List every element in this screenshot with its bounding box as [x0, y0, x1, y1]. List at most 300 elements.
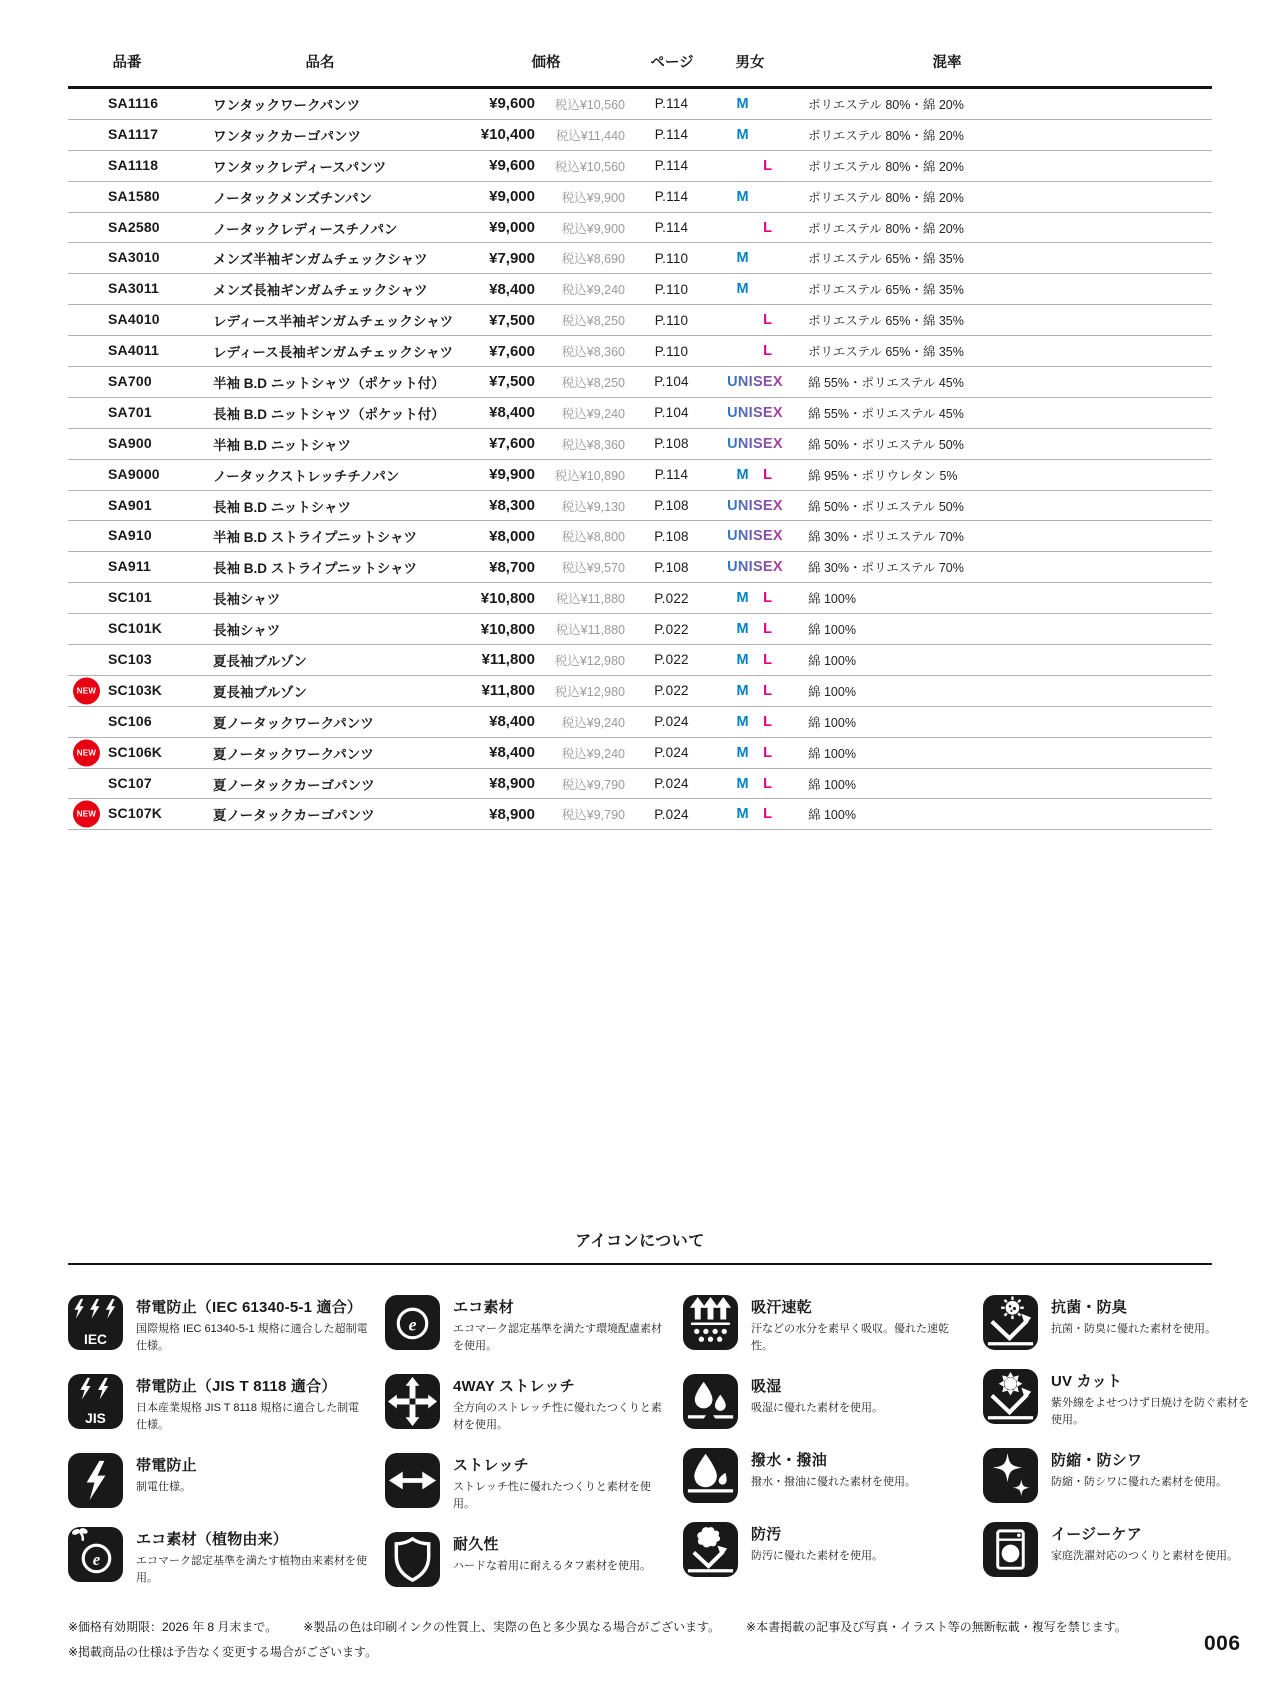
legend-divider: [68, 1263, 1212, 1265]
page-ref: P.022: [654, 621, 689, 637]
code-cell: [68, 805, 213, 823]
legend-item-label: 防縮・防シワ: [1051, 1452, 1143, 1470]
gender-cell: [718, 498, 802, 514]
code-cell: [68, 311, 213, 329]
price: ¥9,000: [489, 219, 535, 236]
legend-item-description: ハードな着用に耐えるタフ素材を使用。: [453, 1560, 651, 1573]
legend-item-text: [751, 1374, 983, 1417]
gender-l: L: [763, 806, 772, 823]
icon-legend-column: [385, 1295, 683, 1606]
product-name: メンズ半袖ギンガムチェックシャツ: [213, 252, 428, 268]
product-name: ノータックレディースチノパン: [213, 221, 398, 237]
blend: ポリエステル 65%・綿 35%: [808, 345, 964, 360]
blend: ポリエステル 80%・綿 20%: [808, 159, 964, 174]
gender-cell: [718, 312, 802, 328]
gender-cell: [718, 343, 802, 359]
water-oil-repellent-icon: [683, 1448, 738, 1503]
gender-cell: [718, 96, 802, 112]
gender-unisex: UNISEX: [727, 497, 783, 514]
page-ref: P.104: [654, 405, 689, 421]
blend: 綿 95%・ポリウレタン 5%: [808, 468, 958, 483]
stretch-4way-icon: [385, 1374, 440, 1429]
product-name: 長袖 B.D ニットシャツ: [213, 499, 351, 515]
legend-item: [683, 1295, 983, 1355]
product-code: SA900: [108, 434, 152, 451]
blend: 綿 100%: [808, 684, 856, 699]
code-cell: [68, 589, 213, 607]
gender-m: M: [736, 713, 749, 730]
gender-l: L: [763, 713, 772, 730]
tax-price: 税込¥9,240: [561, 406, 625, 421]
page-ref: P.114: [654, 467, 689, 483]
gender-cell: [718, 528, 802, 544]
gender-l: L: [763, 343, 772, 360]
page-ref: P.108: [654, 559, 689, 575]
price: ¥11,800: [481, 682, 535, 700]
legend-item-text: [751, 1448, 983, 1491]
page-ref: P.110: [654, 281, 689, 297]
tax-price: 税込¥10,560: [554, 159, 625, 174]
price: ¥8,900: [489, 805, 535, 823]
price: ¥10,400: [480, 126, 535, 144]
product-name: 半袖 B.D ニットシャツ: [213, 437, 351, 453]
page-ref: P.022: [654, 652, 689, 668]
legend-item: [385, 1295, 683, 1355]
header-page: ページ: [650, 55, 694, 71]
gender-m: M: [736, 744, 749, 761]
code-cell: [68, 527, 213, 545]
code-cell: [68, 342, 213, 360]
product-name: 長袖シャツ: [213, 623, 281, 639]
price: ¥8,700: [489, 558, 535, 576]
table-row: [68, 336, 1212, 367]
legend-item-text: [453, 1374, 683, 1434]
product-code: SA3010: [108, 249, 160, 266]
legend-item-description: 汗などの水分を素早く吸収。優れた速乾性。: [751, 1323, 949, 1353]
gender-l: L: [763, 682, 772, 699]
legend-item-label: 吸湿: [751, 1378, 782, 1396]
gender-cell: [718, 714, 802, 730]
page-ref: P.114: [654, 189, 689, 205]
tax-price: 税込¥10,890: [554, 468, 625, 483]
product-name: 長袖シャツ: [213, 592, 281, 608]
blend: ポリエステル 65%・綿 35%: [808, 283, 964, 298]
code-cell: [68, 744, 213, 762]
blend: 綿 50%・ポリエステル 50%: [808, 499, 964, 514]
gender-l: L: [763, 219, 772, 236]
blend: ポリエステル 80%・綿 20%: [808, 190, 964, 205]
blend: ポリエステル 80%・綿 20%: [808, 97, 964, 112]
svg-text:JIS: JIS: [85, 1411, 106, 1427]
product-table-body: [68, 89, 1212, 830]
product-name: メンズ長袖ギンガムチェックシャツ: [213, 283, 428, 299]
blend: 綿 55%・ポリエステル 45%: [808, 375, 964, 390]
legend-item-text: [136, 1374, 385, 1434]
antistatic-jis-icon: [68, 1374, 123, 1429]
shrink-wrinkle-resistant-icon: [983, 1448, 1038, 1503]
code-cell: [68, 404, 213, 422]
price: ¥8,300: [489, 497, 535, 515]
code-cell: [68, 157, 213, 175]
legend-item: [683, 1522, 983, 1577]
table-row: [68, 491, 1212, 522]
product-code: SC103K: [108, 681, 163, 698]
legend-item: [683, 1448, 983, 1503]
blend: 綿 50%・ポリエステル 50%: [808, 437, 964, 452]
code-cell: [68, 188, 213, 206]
gender-cell: [718, 652, 802, 668]
code-cell: [68, 435, 213, 453]
legend-item: [983, 1295, 1251, 1350]
legend-item: [68, 1453, 385, 1508]
gender-l: L: [763, 466, 772, 483]
gender-unisex: UNISEX: [727, 528, 783, 545]
easy-care-icon: [983, 1522, 1038, 1577]
legend-item: [385, 1374, 683, 1434]
code-cell: [68, 651, 213, 669]
gender-m: M: [736, 806, 749, 823]
legend-item-text: [1051, 1295, 1251, 1338]
moisture-wicking-icon: [683, 1295, 738, 1350]
page-ref: P.110: [654, 312, 689, 328]
blend: ポリエステル 65%・綿 35%: [808, 252, 964, 267]
page-ref: P.108: [654, 528, 689, 544]
header-price: 価格: [531, 55, 561, 71]
legend-item: [683, 1374, 983, 1429]
legend-item-label: 吸汗速乾: [751, 1299, 812, 1316]
icon-legend-column: [68, 1295, 385, 1606]
footnote: ※製品の色は印刷インクの性質上、実際の色と多少異なる場合がございます。: [303, 1620, 721, 1634]
tax-price: 税込¥8,360: [561, 437, 625, 452]
blend: ポリエステル 80%・綿 20%: [808, 221, 964, 236]
legend-item-label: 撥水・撥油: [751, 1452, 828, 1470]
gender-cell: [718, 467, 802, 483]
blend: 綿 100%: [808, 592, 856, 607]
gender-cell: [718, 405, 802, 421]
page-ref: P.022: [654, 683, 689, 699]
gender-m: M: [736, 126, 749, 143]
gender-m: M: [736, 590, 749, 607]
table-row: [68, 707, 1212, 738]
legend-item-text: [1051, 1522, 1251, 1565]
footnote: ※掲載商品の仕様は予告なく変更する場合がございます。: [68, 1645, 378, 1659]
svg-text:e: e: [92, 1550, 101, 1569]
product-code: SA4010: [108, 311, 160, 328]
legend-item-label: ストレッチ: [453, 1457, 529, 1475]
tax-price: 税込¥10,560: [554, 97, 625, 112]
legend-item-label: 防汚: [751, 1526, 782, 1544]
table-row: [68, 676, 1212, 707]
code-cell: [68, 682, 213, 700]
gender-cell: [718, 806, 802, 822]
page-ref: P.108: [654, 436, 689, 452]
tax-price: 税込¥9,240: [561, 715, 625, 730]
product-name: 夏ノータックカーゴパンツ: [213, 808, 375, 824]
gender-m: M: [736, 466, 749, 483]
price: ¥7,500: [489, 373, 535, 391]
legend-item: [983, 1522, 1251, 1577]
page-ref: P.114: [654, 220, 689, 235]
table-row: [68, 769, 1212, 800]
product-code: SA1580: [108, 187, 160, 204]
icon-legend-title: アイコンについて: [575, 1233, 705, 1250]
price: ¥8,400: [489, 713, 535, 731]
gender-cell: [718, 158, 802, 174]
antistatic-iec-icon: [68, 1295, 123, 1350]
product-name: ノータックメンズチンパン: [213, 190, 373, 206]
blend: 綿 100%: [808, 623, 856, 638]
antibacterial-icon: [983, 1295, 1038, 1350]
table-row: [68, 552, 1212, 583]
new-badge: NEW: [73, 801, 100, 828]
legend-item-description: 日本産業規格 JIS T 8118 規格に適合した制電仕様。: [136, 1402, 360, 1432]
table-row: [68, 120, 1212, 151]
product-code: SA1117: [108, 125, 159, 142]
tax-price: 税込¥9,790: [561, 777, 625, 792]
product-name: ワンタックカーゴパンツ: [213, 128, 361, 144]
page-ref: P.108: [654, 498, 689, 514]
price: ¥8,000: [489, 527, 535, 545]
legend-item: [68, 1374, 385, 1434]
gender-l: L: [763, 312, 772, 329]
gender-unisex: UNISEX: [727, 404, 783, 421]
tax-price: 税込¥9,570: [561, 561, 625, 576]
product-code: SA701: [108, 403, 152, 420]
legend-item-description: 全方向のストレッチ性に優れたつくりと素材を使用。: [453, 1402, 662, 1432]
tax-price: 税込¥9,900: [561, 221, 625, 236]
legend-item-label: イージーケア: [1051, 1526, 1142, 1544]
footnotes: [68, 1618, 1127, 1668]
product-code: SA910: [108, 527, 152, 544]
legend-item-description: 制電仕様。: [136, 1481, 191, 1494]
tax-price: 税込¥9,240: [561, 283, 625, 298]
legend-item: [983, 1369, 1251, 1429]
gender-m: M: [736, 621, 749, 638]
header-code: 品番: [112, 55, 142, 71]
legend-item-description: 防汚に優れた素材を使用。: [751, 1550, 883, 1563]
price: ¥9,600: [489, 95, 535, 113]
svg-text:e: e: [408, 1314, 417, 1335]
price: ¥11,800: [481, 651, 535, 669]
tax-price: 税込¥11,880: [555, 623, 625, 638]
table-row: [68, 583, 1212, 614]
gender-cell: [718, 189, 802, 205]
gender-l: L: [763, 590, 772, 607]
product-code: SA2580: [108, 218, 160, 235]
page-ref: P.110: [654, 343, 689, 359]
code-cell: [68, 713, 213, 731]
product-name: ワンタックレディースパンツ: [213, 159, 387, 175]
blend: 綿 100%: [808, 715, 856, 730]
eco-plant-icon: [68, 1527, 123, 1582]
product-code: SA1118: [108, 156, 159, 173]
blend: ポリエステル 65%・綿 35%: [808, 314, 964, 329]
page-ref: P.114: [654, 127, 689, 143]
legend-item: [68, 1295, 385, 1355]
code-cell: [68, 126, 213, 144]
table-row: [68, 799, 1212, 830]
legend-item-label: 抗菌・防臭: [1051, 1299, 1128, 1316]
new-badge: NEW: [73, 677, 100, 704]
gender-cell: [718, 776, 802, 792]
durability-icon: [385, 1532, 440, 1587]
table-row: [68, 398, 1212, 429]
page-ref: P.114: [654, 158, 689, 174]
product-code: SC101K: [108, 620, 163, 637]
legend-item-label: 帯電防止（IEC 61340-5-1 適合）: [136, 1299, 363, 1316]
code-cell: [68, 558, 213, 576]
table-row: [68, 213, 1212, 244]
tax-price: 税込¥9,130: [561, 499, 625, 514]
product-code: SA3011: [108, 280, 160, 297]
product-name: 長袖 B.D ニットシャツ（ポケット付）: [213, 406, 445, 422]
stain-resistant-icon: [683, 1522, 738, 1577]
product-code: SA9000: [108, 465, 160, 482]
legend-item: [385, 1453, 683, 1513]
tax-price: 税込¥11,880: [555, 592, 625, 607]
product-name: レディース長袖ギンガムチェックシャツ: [213, 345, 454, 361]
code-cell: [68, 620, 213, 638]
legend-item: [68, 1527, 385, 1587]
tax-price: 税込¥9,900: [561, 190, 625, 205]
code-cell: [68, 95, 213, 113]
legend-item: [385, 1532, 683, 1587]
product-name: 夏長袖ブルゾン: [213, 653, 307, 669]
price: ¥8,400: [489, 280, 535, 298]
blend: 綿 100%: [808, 653, 856, 668]
table-row: [68, 460, 1212, 491]
new-badge: NEW: [73, 739, 100, 766]
code-cell: [68, 219, 213, 237]
table-row: [68, 89, 1212, 120]
stretch-icon: [385, 1453, 440, 1508]
code-cell: [68, 280, 213, 298]
page-ref: P.024: [654, 806, 689, 822]
legend-item-description: エコマーク認定基準を満たす植物由来素材を使用。: [136, 1555, 367, 1585]
tax-price: 税込¥12,980: [554, 653, 625, 668]
page-ref: P.114: [654, 96, 689, 112]
legend-item-label: エコ素材: [453, 1299, 514, 1316]
legend-item-description: 防縮・防シワに優れた素材を使用。: [1051, 1476, 1227, 1489]
tax-price: 税込¥9,240: [561, 746, 625, 761]
footnote-line-2: [68, 1643, 1127, 1660]
footnote: ※本書掲載の記事及び写真・イラスト等の無断転載・複写を禁じます。: [746, 1620, 1127, 1634]
table-row: [68, 429, 1212, 460]
product-name: ワンタックワークパンツ: [213, 97, 361, 113]
legend-item-label: UV カット: [1051, 1373, 1123, 1390]
page-ref: P.104: [654, 374, 689, 390]
blend: 綿 100%: [808, 746, 856, 761]
product-code: SC107K: [108, 805, 163, 822]
gender-cell: [718, 281, 802, 297]
product-code: SC106: [108, 712, 152, 729]
product-code: SA911: [108, 558, 152, 575]
product-table: [68, 40, 1212, 830]
code-cell: [68, 775, 213, 793]
legend-item-text: [453, 1295, 683, 1355]
gender-unisex: UNISEX: [727, 373, 783, 390]
gender-cell: [718, 127, 802, 143]
gender-cell: [718, 745, 802, 761]
icon-legend: [68, 1228, 1258, 1606]
product-name: 夏ノータックワークパンツ: [213, 746, 374, 762]
tax-price: 税込¥8,690: [561, 252, 625, 267]
gender-m: M: [736, 281, 749, 298]
table-header: [68, 40, 1212, 89]
tax-price: 税込¥8,360: [561, 345, 625, 360]
gender-l: L: [763, 651, 772, 668]
table-row: [68, 182, 1212, 213]
table-row: [68, 151, 1212, 182]
svg-text:IEC: IEC: [84, 1332, 107, 1348]
blend: 綿 100%: [808, 777, 856, 792]
product-code: SC106K: [108, 743, 163, 760]
gender-cell: [718, 374, 802, 390]
gender-l: L: [763, 775, 772, 792]
product-code: SC101: [108, 589, 152, 606]
page-ref: P.110: [654, 250, 689, 266]
legend-item: [983, 1448, 1251, 1503]
table-row: [68, 614, 1212, 645]
legend-item-description: エコマーク認定基準を満たす環境配慮素材を使用。: [453, 1323, 662, 1353]
product-name: 夏長袖ブルゾン: [213, 684, 307, 700]
product-name: 長袖 B.D ストライプニットシャツ: [213, 561, 417, 577]
gender-m: M: [736, 682, 749, 699]
table-row: [68, 738, 1212, 769]
legend-item-description: 家庭洗濯対応のつくりと素材を使用。: [1051, 1550, 1238, 1563]
tax-price: 税込¥8,800: [561, 530, 625, 545]
gender-cell: [718, 621, 802, 637]
price: ¥9,000: [489, 188, 535, 206]
code-cell: [68, 249, 213, 267]
tax-price: 税込¥9,790: [561, 808, 625, 823]
price: ¥10,800: [480, 589, 535, 607]
legend-item-text: [1051, 1448, 1251, 1491]
gender-cell: [718, 590, 802, 606]
legend-item-description: 撥水・撥油に優れた素材を使用。: [751, 1476, 916, 1489]
product-name: 半袖 B.D ニットシャツ（ポケット付）: [213, 375, 445, 391]
code-cell: [68, 466, 213, 484]
gender-cell: [718, 220, 802, 236]
icon-legend-column: [683, 1295, 983, 1596]
gender-m: M: [736, 95, 749, 112]
gender-m: M: [736, 188, 749, 205]
gender-m: M: [736, 250, 749, 267]
price: ¥9,900: [489, 466, 535, 484]
tax-price: 税込¥11,440: [555, 128, 625, 143]
table-row: [68, 274, 1212, 305]
legend-item-label: エコ素材（植物由来）: [136, 1531, 289, 1549]
price: ¥10,800: [480, 620, 535, 638]
price: ¥7,500: [489, 311, 535, 329]
page-ref: P.024: [654, 745, 689, 761]
legend-item-description: 国際規格 IEC 61340-5-1 規格に適合した超制電仕様。: [136, 1323, 368, 1353]
product-code: SA4011: [108, 342, 160, 359]
legend-item-label: 4WAY ストレッチ: [453, 1378, 575, 1396]
tax-price: 税込¥8,250: [561, 375, 625, 390]
product-name: 半袖 B.D ストライプニットシャツ: [213, 530, 417, 546]
gender-cell: [718, 559, 802, 575]
gender-m: M: [736, 775, 749, 792]
legend-item-label: 帯電防止（JIS T 8118 適合）: [136, 1378, 337, 1396]
table-row: [68, 243, 1212, 274]
footnote-line-1: [68, 1618, 1127, 1635]
product-code: SC107: [108, 774, 152, 791]
gender-cell: [718, 683, 802, 699]
price: ¥9,600: [489, 157, 535, 175]
gender-cell: [718, 250, 802, 266]
legend-item-description: 抗菌・防臭に優れた素材を使用。: [1051, 1323, 1216, 1335]
